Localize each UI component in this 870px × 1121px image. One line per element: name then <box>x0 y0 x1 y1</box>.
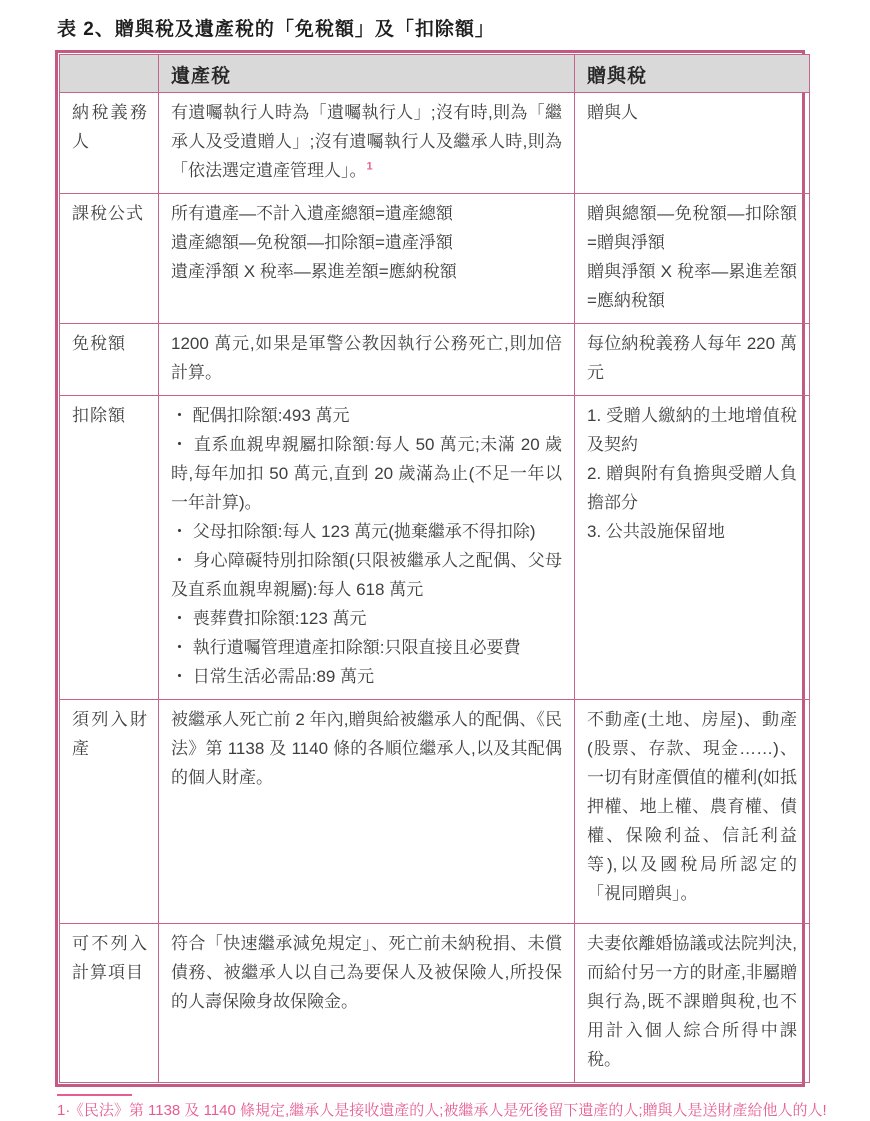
estate-tax-cell <box>159 324 575 396</box>
cell-text: 被繼承人死亡前 2 年內,贈與給被繼承人的配偶、《民法》第 1138 及 1140 條的各順位繼承人,以及其配偶的個人財產。 <box>171 710 562 787</box>
table-row <box>60 396 810 700</box>
cell-text: 有遺囑執行人時為「遺囑執行人」;沒有時,則為「繼承人及受遺贈人」;沒有遺囑執行人及繼承人時,則為「依法選定遺產管理人」。$^1$ <box>171 103 562 180</box>
header-estate-tax: 遺產稅 <box>159 55 575 93</box>
cell-line: 3. 公共設施保留地 <box>587 522 725 541</box>
estate-tax-cell <box>159 700 575 924</box>
cell-text: 每位納稅義務人每年 220 萬元 <box>587 334 797 382</box>
row-label-cell <box>60 396 159 700</box>
cell-line: 所有遺產—不計入遺產總額=遺產總額 <box>171 204 453 223</box>
footnote-rule <box>57 1094 132 1096</box>
estate-tax-cell <box>159 93 575 194</box>
cell-line: ・ 直系血親卑親屬扣除額:每人 50 萬元;未滿 20 歲時,每年加扣 50 萬元,直到 20 歲滿為止(不足一年以一年計算)。 <box>171 435 562 512</box>
cell-text: 贈與人 <box>587 103 638 122</box>
tax-table-frame <box>55 50 805 1087</box>
cell-text: 課稅公式 <box>72 204 144 223</box>
cell-text: 1200 萬元,如果是軍警公教因執行公務死亡,則加倍計算。 <box>171 334 562 382</box>
row-label-cell <box>60 194 159 324</box>
table-row <box>60 93 810 194</box>
cell-line: 2. 贈與附有負擔與受贈人負擔部分 <box>587 464 797 512</box>
cell-line: ・ 父母扣除額:每人 123 萬元(拋棄繼承不得扣除) <box>171 522 536 541</box>
table-row <box>60 700 810 924</box>
row-label-cell <box>60 700 159 924</box>
cell-text: 符合「快速繼承減免規定」、死亡前未納稅捐、未償債務、被繼承人以自己為要保人及被保險人,所投保的人壽保險身故保險金。 <box>171 934 562 1011</box>
cell-text: 免稅額 <box>72 334 126 353</box>
cell-line: 贈與總額—免稅額—扣除額=贈與淨額 <box>587 204 797 252</box>
estate-tax-cell <box>159 924 575 1083</box>
footnote-ref: 1 <box>366 160 373 173</box>
cell-text: 夫妻依離婚協議或法院判決,而給付另一方的財產,非屬贈與行為,既不課贈與稅,也不用計入個人綜合所得中課稅。 <box>587 934 797 1069</box>
row-label-cell <box>60 324 159 396</box>
table-body <box>60 93 810 1083</box>
header-row <box>60 55 810 93</box>
row-label-cell <box>60 924 159 1083</box>
footnote-line <box>57 1101 850 1121</box>
cell-text: 納稅義務人 <box>72 103 148 151</box>
cell-line: ・ 日常生活必需品:89 萬元 <box>171 667 375 686</box>
cell-line: ・ 喪葬費扣除額:123 萬元 <box>171 609 367 628</box>
gift-tax-cell <box>575 93 810 194</box>
cell-text: 扣除額 <box>72 406 126 425</box>
estate-tax-cell <box>159 194 575 324</box>
cell-text: 不動產(土地、房屋)、動產(股票、存款、現金……)、一切有財產價值的權利(如抵押權、地上權、農育權、債權、保險利益、信託利益等),以及國稅局所認定的「視同贈與」。 <box>587 710 797 903</box>
gift-tax-cell <box>575 396 810 700</box>
footnote-text: 《民法》第 1138 及 1140 條規定,繼承人是接收遺產的人;被繼承人是死後留下遺產的人;贈與人是送財產給他人的人! <box>76 1102 827 1119</box>
cell-text: 須列入財產 <box>72 710 148 758</box>
header-corner-cell <box>60 55 159 93</box>
table-title: 表 2、贈與稅及遺產稅的「免稅額」及「扣除額」 <box>57 19 495 40</box>
gift-tax-cell <box>575 324 810 396</box>
cell-line: 遺產總額—免稅額—扣除額=遺產淨額 <box>171 233 453 252</box>
table-row <box>60 194 810 324</box>
cell-line: ・ 身心障礙特別扣除額(只限被繼承人之配偶、父母及直系血親卑親屬):每人 618 萬元 <box>171 551 562 599</box>
estate-tax-cell <box>159 396 575 700</box>
gift-tax-cell <box>575 700 810 924</box>
cell-line: ・ 執行遺囑管理遺產扣除額:只限直接且必要費 <box>171 638 521 657</box>
row-label-cell <box>60 93 159 194</box>
footnote <box>57 1094 850 1121</box>
gift-tax-cell <box>575 924 810 1083</box>
cell-line: ・ 配偶扣除額:493 萬元 <box>171 406 350 425</box>
table-row <box>60 324 810 396</box>
table-row <box>60 924 810 1083</box>
header-gift-tax: 贈與稅 <box>575 55 810 93</box>
tax-table <box>59 54 810 1083</box>
gift-tax-cell <box>575 194 810 324</box>
footnote-marker: 1· <box>57 1102 71 1119</box>
cell-text: 可不列入計算項目 <box>72 934 148 982</box>
cell-line: 贈與淨額 X 稅率—累進差額=應納稅額 <box>587 262 797 310</box>
cell-line: 遺產淨額 X 稅率—累進差額=應納稅額 <box>171 262 457 281</box>
cell-line: 1. 受贈人繳納的土地增值稅及契約 <box>587 406 797 454</box>
